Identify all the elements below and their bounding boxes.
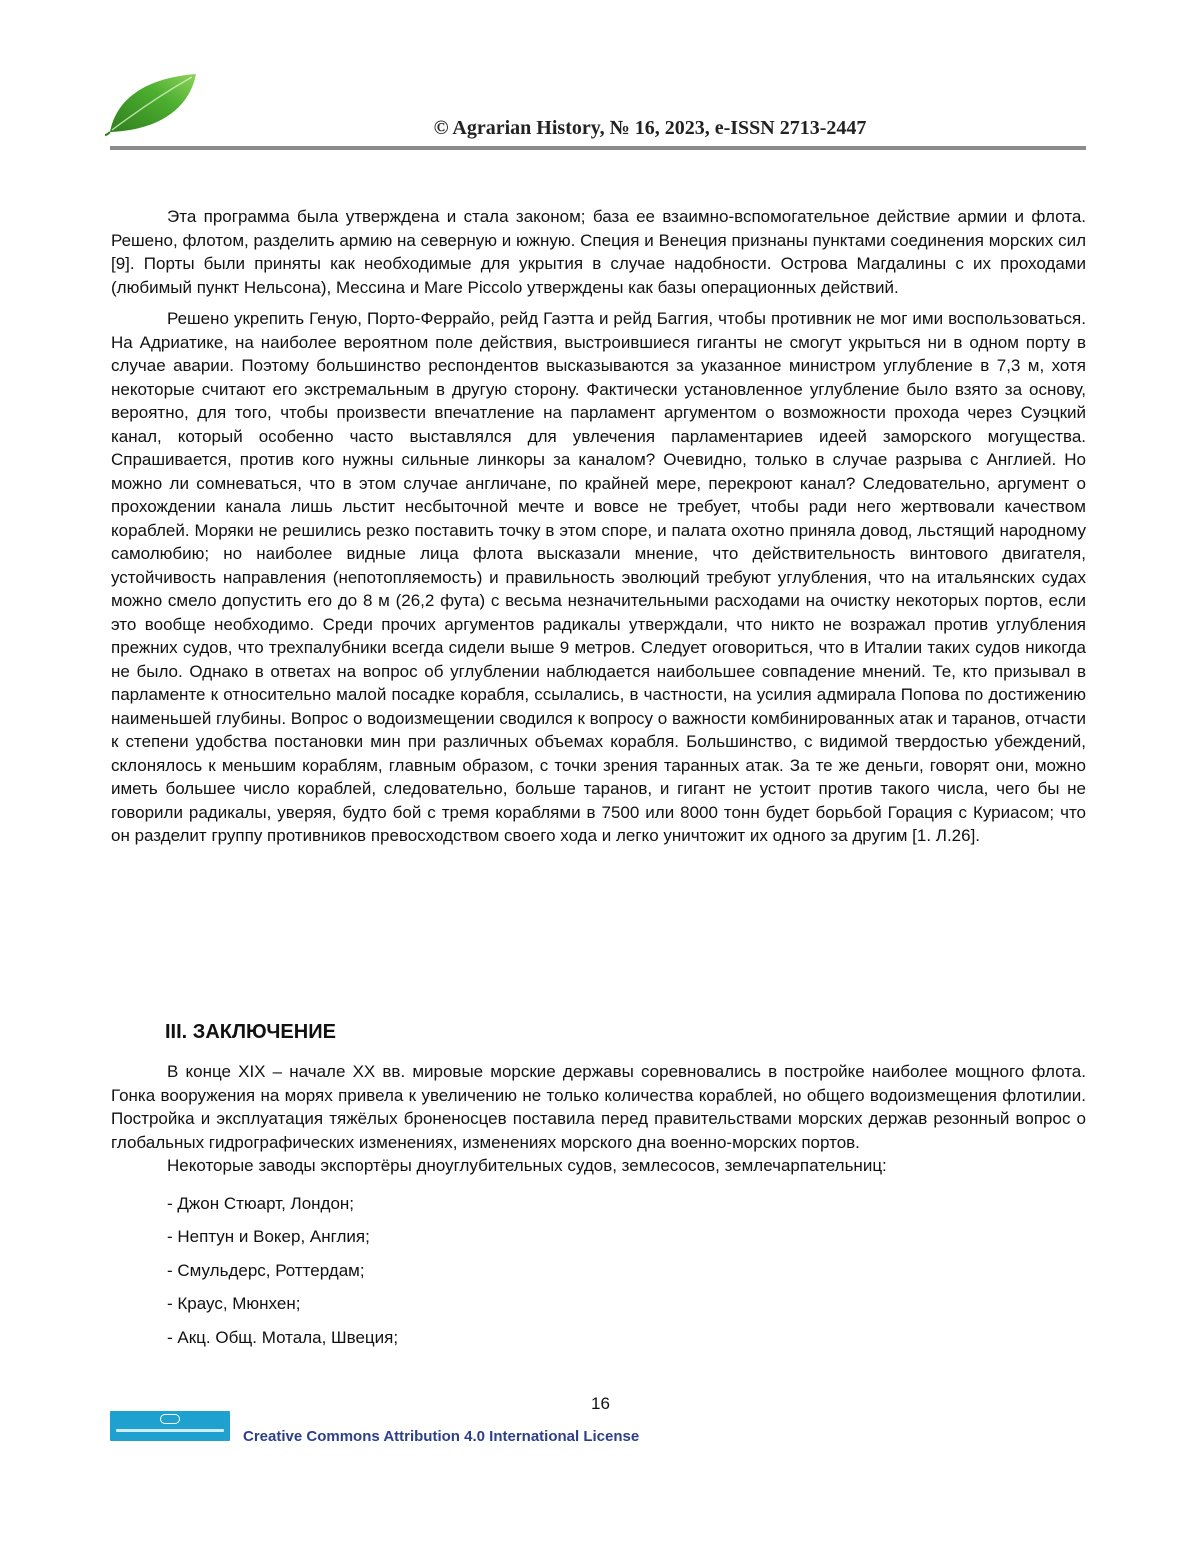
list-item: - Акц. Общ. Мотала, Швеция; — [167, 1327, 399, 1347]
journal-header-title: © Agrarian History, № 16, 2023, e-ISSN 2713-2447 — [433, 117, 867, 139]
conclusion-body — [111, 1060, 1086, 1359]
list-lead: Некоторые заводы экспортёры дноуглубительных судов, землесосов, землечарпательниц: — [167, 1156, 887, 1175]
paragraph-conclusion: В конце XIX – начале XX вв. мировые морские державы соревновались в постройке наиболее мощного флота. Гонка вооружения на морях привела к увеличению не только количества кораблей, но общего водоизмещения флотилии. Постройка и эксплуатация тяжёлых броненосцев поставила перед правительствами морских держав резонный вопрос о глобальных гидрографических изменениях, изменениях морского дна военно-морских портов. — [111, 1062, 1086, 1152]
cc-symbol-icon — [160, 1414, 180, 1424]
badge-caption-bar — [116, 1429, 224, 1432]
list-item: - Джон Стюарт, Лондон; — [167, 1193, 355, 1213]
paragraph-program: Эта программа была утверждена и стала законом; база ее взаимно-вспомогательное действие армии и флота. Решено, флотом, разделить армию на северную и южную. Специя и Венеция признаны пунктами соединения морских сил [9]. Порты были приняты как необходимые для укрытия в случае надобности. Острова Магдалины с их проходами (любимый пункт Нельсона), Мессина и Mare Piccolo утверждены как базы операционных действий. — [111, 207, 1086, 297]
list-item: - Нептун и Вокер, Англия; — [167, 1227, 370, 1246]
license-link[interactable]: Creative Commons Attribution 4.0 International License — [243, 1428, 640, 1445]
paragraph-fortification: Решено укрепить Геную, Порто-Феррайо, рейд Гаэтта и рейд Баггия, чтобы противник не мог ими воспользоваться. На Адриатике, на наиболее вероятном поле действия, выстроившиеся гиганты не смогут укрыться ни в одном порту в случае аварии. Поэтому большинство респондентов высказываются за указанное министром углубление в 7,3 м, хотя некоторые считают его экстремальным в другую сторону. Фактически установленное углубление было взято за основу, вероятно, для того, чтобы произвести впечатление на парламент аргументом о возможности прохода через Суэцкий канал, который особенно часто выставлялся для увлечения парламентариев идеей заморского могущества. Спрашивается, против кого нужны сильные линкоры за каналом? Очевидно, только в случае разрыва с Англией. Но можно ли сомневаться, что в этом случае англичане, по крайней мере, перекроют канал? Следовательно, аргумент о прохождении канала лишь льстит несбыточной мечте и вовсе не требует, чтобы ради него жертвовали качеством кораблей. Моряки не решились резко поставить точку в этом споре, и палата охотно приняла довод, льстящий народному самолюбию; но наиболее видные лица флота высказали мнение, что действительность винтового двигателя, устойчивость направления (непотопляемость) и правильность эволюций требуют углубления, что на итальянских судах можно смело допустить его до 8 м (26,2 фута) с весьма незначительными расходами на очистку некоторых портов, если это вообще необходимо. Среди прочих аргументов радикалы утверждали, что никто не возражал против углубления прежних судов, что трехпалубники всегда сидели выше 9 метров. Следует оговориться, что в Италии таких судов никогда не было. Однако в ответах на вопрос об углублении наблюдается наибольшее совпадение мнений. Те, кто призывал в парламенте к относительно малой посадке корабля, ссылались, в частности, на усилия адмирала Попова по достижению наименьшей глубины. Вопрос о водоизмещении сводился к вопросу о важности комбинированных атак и таранов, отчасти к степени удобства постановки мин при различных объемах корабля. Большинство, с видимой твердостью убеждений, склонялось к меньшим кораблям, главным образом, с точки зрения таранных атак. За те же деньги, говорят они, можно иметь большее число кораблей, следовательно, больше таранов, и гигант не устоит против такого числа, чего бы не говорили радикалы, уверяя, будто бой с тремя кораблями в 7500 или 8000 тонн будет борьбой Горация с Куриасом; что он разделит группу противников превосходством своего хода и легко уничтожит их одного за другим [1. Л.26]. — [111, 309, 1086, 845]
header-divider — [110, 146, 1086, 150]
manufacturers-list — [167, 1192, 1086, 1350]
list-item: - Смульдерс, Роттердам; — [167, 1260, 365, 1280]
article-body — [111, 205, 1086, 848]
leaf-logo-icon — [104, 70, 204, 136]
list-item: - Краус, Мюнхен; — [167, 1294, 301, 1313]
cc-license-badge-icon[interactable] — [110, 1411, 230, 1441]
page-number: 16 — [591, 1394, 610, 1413]
section-heading: III. ЗАКЛЮЧЕНИЕ — [165, 1021, 336, 1043]
